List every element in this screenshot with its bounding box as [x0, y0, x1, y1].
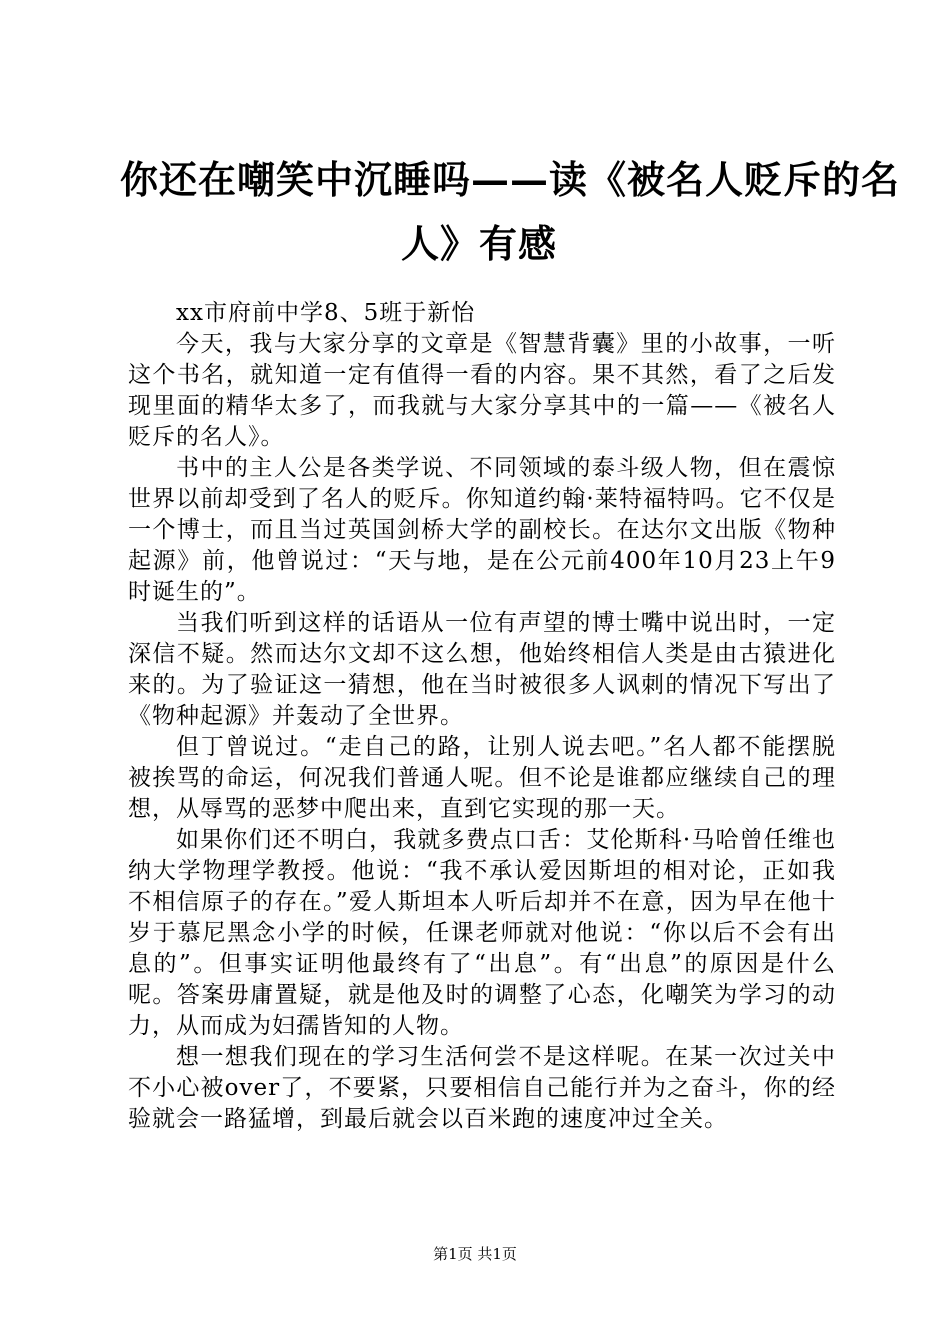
document-title: [120, 148, 901, 276]
paragraph: 今天，我与大家分享的文章是《智慧背囊》里的小故事，一听这个书名，就知道一定有值得一看的内容。果不其然，看了之后发现里面的精华太多了，而我就与大家分享其中的一篇——《被名人贬斥的名人》。: [128, 331, 836, 450]
title-line-1: 你还在嘲笑中沉睡吗——读《被名人贬斥的名: [120, 157, 901, 202]
document-body: [128, 298, 836, 1135]
paragraph: 书中的主人公是各类学说、不同领域的泰斗级人物，但在震惊世界以前却受到了名人的贬斥。你知道约翰·莱特福特吗。它不仅是一个博士，而且当过英国剑桥大学的副校长。在达尔文出版《物种起源》前，他曾说过：“天与地，是在公元前400年10月23上午9时诞生的”。: [128, 455, 836, 605]
page-number-footer: 第1页 共1页: [433, 1245, 517, 1263]
paragraph: 如果你们还不明白，我就多费点口舌：艾伦斯科·马哈曾任维也纳大学物理学教授。他说：“我不承认爱因斯坦的相对论，正如我不相信原子的存在。”爱人斯坦本人听后却并不在意，因为早在他十岁于慕尼黑念小学的时候，任课老师就对他说：“你以后不会有出息的”。但事实证明他最终有了“出息”。有“出息”的原因是什么呢。答案毋庸置疑，就是他及时的调整了心态，化嘲笑为学习的动力，从而成为妇孺皆知的人物。: [128, 827, 836, 1039]
author-line: xx市府前中学8、5班于新怡: [176, 300, 476, 326]
paragraph: 当我们听到这样的话语从一位有声望的博士嘴中说出时，一定深信不疑。然而达尔文却不这么想，他始终相信人类是由古猿进化来的。为了验证这一猜想，他在当时被很多人讽刺的情况下写出了《物种起源》并轰动了全世界。: [128, 610, 836, 729]
title-line-2: 人》有感: [400, 221, 557, 266]
paragraph: 但丁曾说过。“走自己的路，让别人说去吧。”名人都不能摆脱被挨骂的命运，何况我们普通人呢。但不论是谁都应继续自己的理想，从辱骂的恶梦中爬出来，直到它实现的那一天。: [128, 734, 836, 822]
paragraph: 想一想我们现在的学习生活何尝不是这样呢。在某一次过关中不小心被over了，不要紧，只要相信自己能行并为之奋斗，你的经验就会一路猛增，到最后就会以百米跑的速度冲过全关。: [128, 1044, 836, 1132]
